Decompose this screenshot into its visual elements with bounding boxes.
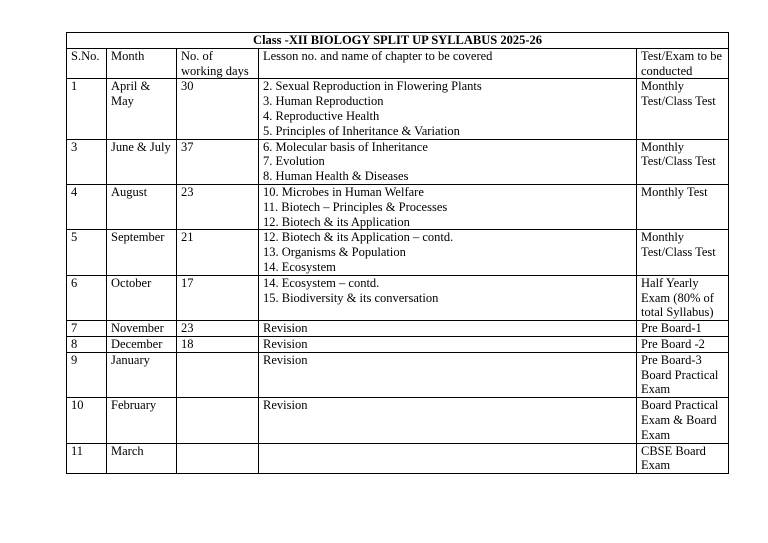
cell-lessons — [259, 398, 637, 443]
header-working-days: No. of working days — [177, 48, 259, 79]
cell-working-days: 23 — [177, 321, 259, 337]
lesson-line: 8. Human Health & Diseases — [263, 169, 409, 184]
header-test-exam: Test/Exam to be conducted — [637, 48, 729, 79]
cell-sno: 11 — [67, 443, 107, 474]
cell-working-days: 37 — [177, 139, 259, 184]
cell-lessons — [259, 230, 637, 275]
cell-sno: 4 — [67, 184, 107, 229]
header-row — [67, 48, 729, 79]
cell-working-days: 23 — [177, 184, 259, 229]
cell-month: December — [107, 336, 177, 352]
cell-lessons — [259, 443, 637, 474]
lesson-line: 5. Principles of Inheritance & Variation — [263, 123, 460, 138]
cell-test-exam: Monthly Test/Class Test — [637, 139, 729, 184]
cell-sno: 7 — [67, 321, 107, 337]
header-sno: S.No. — [67, 48, 107, 79]
cell-month: August — [107, 184, 177, 229]
table-row — [67, 230, 729, 275]
lesson-line: 12. Biotech & its Application – contd. — [263, 230, 454, 245]
title-row — [67, 33, 729, 49]
lesson-line: 14. Ecosystem — [263, 259, 336, 274]
cell-lessons — [259, 352, 637, 397]
table-row — [67, 336, 729, 352]
cell-working-days: 21 — [177, 230, 259, 275]
cell-working-days — [177, 443, 259, 474]
table-row — [67, 321, 729, 337]
cell-test-exam: Pre Board-3 Board Practical Exam — [637, 352, 729, 397]
lesson-line: 2. Sexual Reproduction in Flowering Plants — [263, 79, 482, 94]
table-body — [67, 79, 729, 474]
header-lesson: Lesson no. and name of chapter to be covered — [259, 48, 637, 79]
cell-month: March — [107, 443, 177, 474]
cell-test-exam: Board Practical Exam & Board Exam — [637, 398, 729, 443]
cell-working-days: 17 — [177, 275, 259, 320]
table-row — [67, 184, 729, 229]
cell-lessons — [259, 275, 637, 320]
syllabus-table — [66, 32, 729, 474]
cell-test-exam: Monthly Test/Class Test — [637, 79, 729, 139]
cell-sno: 5 — [67, 230, 107, 275]
header-month: Month — [107, 48, 177, 79]
lesson-line: 6. Molecular basis of Inheritance — [263, 139, 428, 154]
document-title: Class -XII BIOLOGY SPLIT UP SYLLABUS 2025-26 — [67, 33, 729, 49]
cell-test-exam: Monthly Test/Class Test — [637, 230, 729, 275]
cell-working-days — [177, 398, 259, 443]
cell-month: November — [107, 321, 177, 337]
lesson-line: Revision — [263, 398, 308, 413]
lesson-line: 7. Evolution — [263, 154, 325, 169]
cell-sno: 3 — [67, 139, 107, 184]
lesson-line: Revision — [263, 336, 308, 351]
table-row — [67, 79, 729, 139]
cell-lessons — [259, 184, 637, 229]
lesson-line: 3. Human Reproduction — [263, 94, 384, 109]
lesson-line: 13. Organisms & Population — [263, 245, 406, 260]
cell-lessons — [259, 79, 637, 139]
cell-month: April & May — [107, 79, 177, 139]
lesson-line: 4. Reproductive Health — [263, 108, 380, 123]
cell-lessons — [259, 139, 637, 184]
table-row — [67, 139, 729, 184]
cell-working-days: 18 — [177, 336, 259, 352]
table-row — [67, 352, 729, 397]
cell-month: February — [107, 398, 177, 443]
cell-sno: 6 — [67, 275, 107, 320]
cell-lessons — [259, 336, 637, 352]
cell-working-days: 30 — [177, 79, 259, 139]
lesson-line: 15. Biodiversity & its conversation — [263, 290, 439, 305]
lesson-line: 14. Ecosystem – contd. — [263, 275, 380, 290]
lesson-line: Revision — [263, 352, 308, 367]
table-row — [67, 275, 729, 320]
document-page — [66, 32, 728, 474]
cell-test-exam: Pre Board -2 — [637, 336, 729, 352]
table-row — [67, 398, 729, 443]
cell-sno: 1 — [67, 79, 107, 139]
cell-test-exam: Half Yearly Exam (80% of total Syllabus) — [637, 275, 729, 320]
cell-sno: 8 — [67, 336, 107, 352]
cell-month: January — [107, 352, 177, 397]
lesson-line: Revision — [263, 321, 308, 336]
lesson-line: 11. Biotech – Principles & Processes — [263, 199, 448, 214]
cell-test-exam: Monthly Test — [637, 184, 729, 229]
cell-working-days — [177, 352, 259, 397]
lesson-line: 12. Biotech & its Application — [263, 214, 410, 229]
table-row — [67, 443, 729, 474]
cell-sno: 9 — [67, 352, 107, 397]
lesson-line: 10. Microbes in Human Welfare — [263, 184, 424, 199]
cell-test-exam: Pre Board-1 — [637, 321, 729, 337]
cell-test-exam: CBSE Board Exam — [637, 443, 729, 474]
cell-sno: 10 — [67, 398, 107, 443]
cell-month: June & July — [107, 139, 177, 184]
cell-month: September — [107, 230, 177, 275]
cell-lessons — [259, 321, 637, 337]
cell-month: October — [107, 275, 177, 320]
